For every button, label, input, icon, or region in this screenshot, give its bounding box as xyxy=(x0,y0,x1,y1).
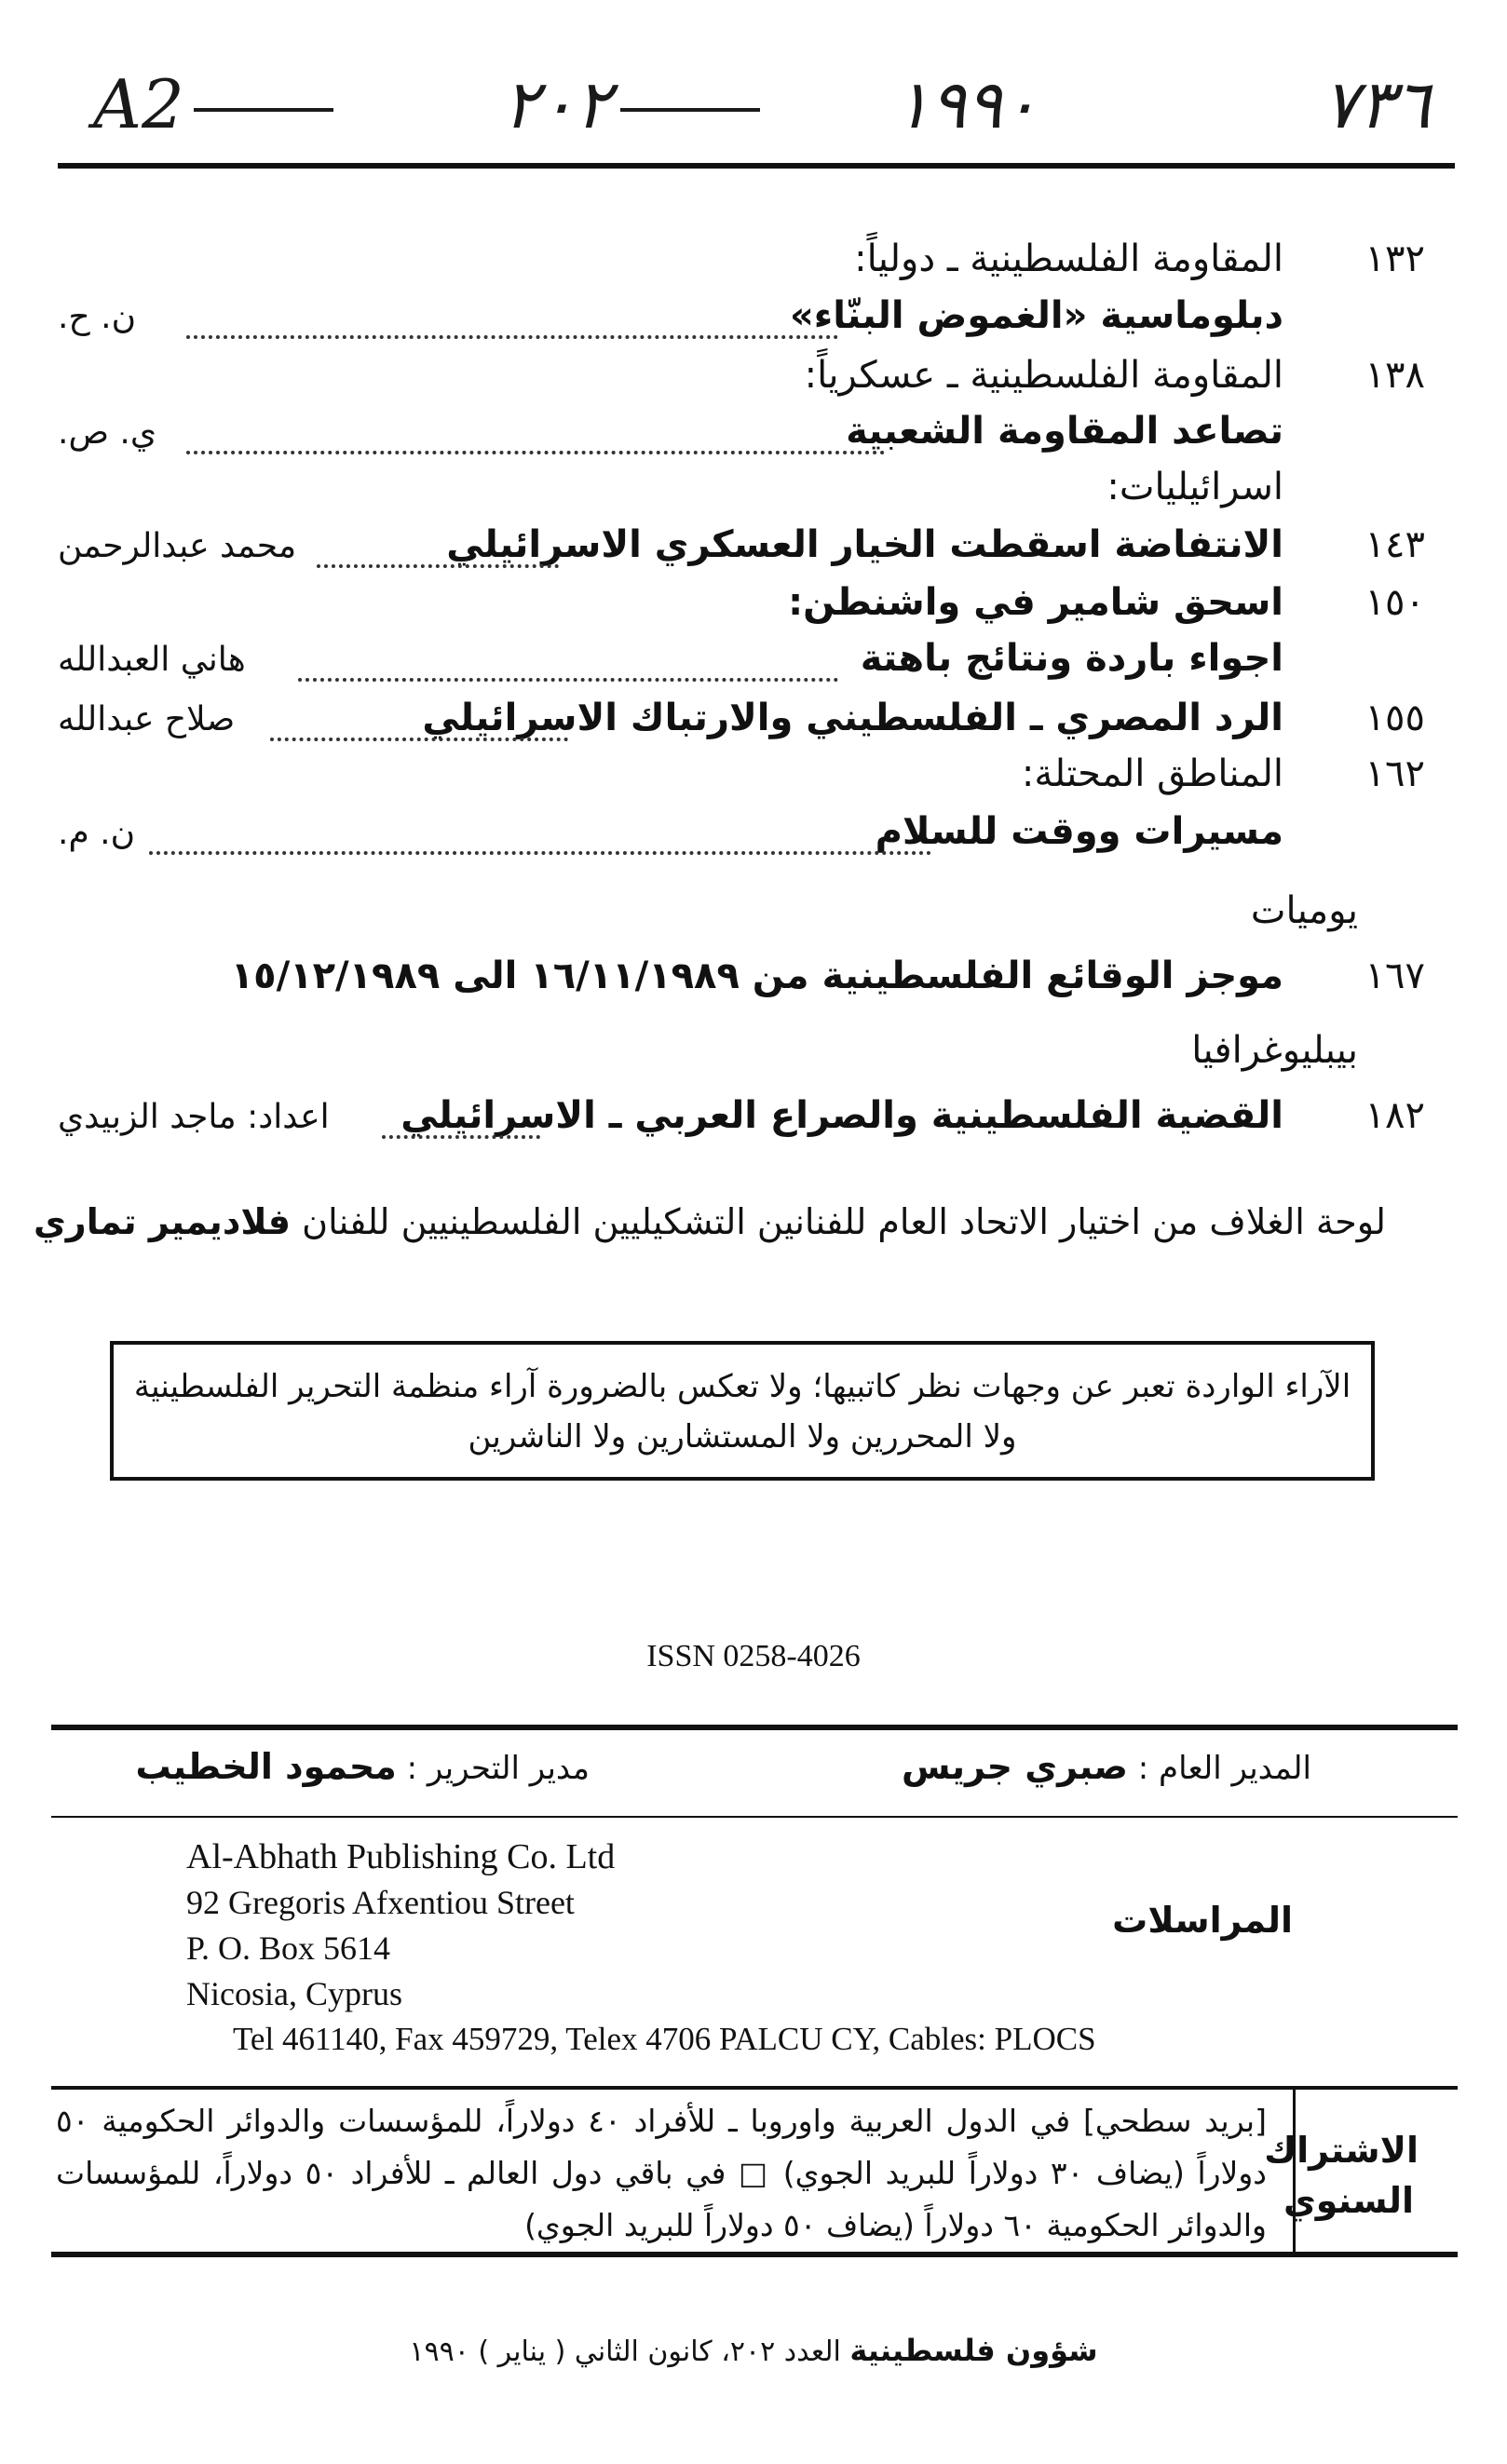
subscription-top-divider xyxy=(51,2086,1458,2090)
toc-title: تصاعد المقاومة الشعبية xyxy=(846,410,1283,453)
toc-author: ن. م. xyxy=(58,814,136,852)
toc-author: صلاح عبدالله xyxy=(58,700,236,738)
section-heading-bibliography: بيبليوغرافيا xyxy=(1191,1029,1358,1072)
handwritten-page-number: ٧٣٦ xyxy=(1323,65,1432,143)
leader-dots xyxy=(317,527,559,568)
toc-row xyxy=(0,523,1507,579)
toc-row xyxy=(0,637,1507,693)
toc-row xyxy=(0,954,1507,1010)
top-divider xyxy=(58,163,1455,169)
address-line: 92 Gregoris Afxentiou Street xyxy=(186,1884,575,1921)
toc-row xyxy=(0,752,1507,808)
toc-page-number: ١٥٥ xyxy=(1364,697,1425,739)
subscription-label-line: الاشتراك xyxy=(1264,2130,1419,2171)
toc-page-number: ١٥٠ xyxy=(1364,581,1425,624)
leader-dots xyxy=(149,814,931,855)
toc-row xyxy=(0,410,1507,466)
toc-row xyxy=(0,1094,1507,1150)
subscription-label-line: السنوي xyxy=(1283,2180,1415,2221)
toc-title: موجز الوقائع الفلسطينية من ١٦/١١/١٩٨٩ الى ١٥/١٢/١٩٨٩ xyxy=(230,954,1283,997)
toc-page-number: ١٣٨ xyxy=(1364,354,1425,397)
subscription-rates: [بريد سطحي] في الدول العربية واوروبا ـ للأفراد ٤٠ دولاراً، للمؤسسات والدوائر الحكومية ٥٠ دولاراً (يضاف ٣٠ دولاراً للبريد الجوي) □ في باقي دول العالم ـ للأفراد ٥٠ دولاراً، للمؤسسات والدوائر الحكومية ٦٠ دولاراً (يضاف ٥٠ دولاراً للبريد الجوي) xyxy=(56,2103,1267,2243)
toc-row xyxy=(0,581,1507,637)
leader-dots xyxy=(270,700,568,741)
subscription-bottom-divider xyxy=(51,2252,1458,2257)
masthead-top-divider xyxy=(51,1725,1458,1730)
toc-row xyxy=(0,810,1507,866)
toc-row xyxy=(0,237,1507,293)
journal-name: شؤون فلسطينية xyxy=(849,2333,1098,2368)
toc-row xyxy=(0,466,1507,521)
disclaimer-line: ولا المحررين ولا المستشارين ولا الناشرين xyxy=(468,1418,1017,1455)
issue-info: العدد ٢٠٢، كانون الثاني ( يناير ) ١٩٩٠ xyxy=(409,2335,841,2368)
editor-label: مدير التحرير : xyxy=(406,1750,590,1787)
contact-line: Tel 461140, Fax 459729, Telex 4706 PALCU CY, Cables: PLOCS xyxy=(233,2021,1096,2057)
publisher-address xyxy=(186,1834,615,2017)
publisher-name: Al-Abhath Publishing Co. Ltd xyxy=(186,1837,616,1876)
toc-row xyxy=(0,697,1507,752)
handwritten-tag: A2 xyxy=(93,65,333,143)
toc-author: هاني العبدالله xyxy=(58,641,246,679)
toc-title: دبلوماسية «الغموض البنّاء» xyxy=(789,294,1283,337)
toc-title: المقاومة الفلسطينية ـ عسكرياً: xyxy=(804,354,1283,397)
toc-title: الانتفاضة اسقطت الخيار العسكري الاسرائيلي xyxy=(446,523,1283,566)
general-manager xyxy=(902,1746,1311,1787)
general-manager-label: المدير العام : xyxy=(1137,1750,1311,1787)
toc-page-number: ١٦٧ xyxy=(1364,954,1425,997)
toc-title: اجواء باردة ونتائج باهتة xyxy=(860,637,1283,680)
toc-title: الرد المصري ـ الفلسطيني والارتباك الاسرائيلي xyxy=(422,697,1283,739)
page-footer xyxy=(0,2333,1507,2368)
toc-title: المناطق المحتلة: xyxy=(1021,752,1283,795)
address-line: Nicosia, Cyprus xyxy=(186,1975,402,2012)
issn-number: ISSN 0258-4026 xyxy=(646,1639,861,1673)
toc-row xyxy=(0,294,1507,350)
leader-dots xyxy=(186,298,838,339)
leader-dots xyxy=(382,1098,540,1139)
leader-dots xyxy=(298,641,838,682)
disclaimer-line: الآراء الواردة تعبر عن وجهات نظر كاتبيها؛ ولا تعكس بالضرورة آراء منظمة التحرير الفلسطينية xyxy=(133,1368,1351,1405)
section-heading-diary: يوميات xyxy=(1250,889,1358,932)
address-line: P. O. Box 5614 xyxy=(186,1929,391,1967)
toc-author: محمد عبدالرحمن xyxy=(58,527,297,565)
leader-dots xyxy=(186,413,885,454)
handwritten-issue-number: ٢٠٢ xyxy=(503,65,760,143)
toc-title: القضية الفلسطينية والصراع العربي ـ الاسرائيلي xyxy=(401,1094,1283,1137)
masthead-divider xyxy=(51,1816,1458,1818)
cover-artist-name: فلاديمير تماري xyxy=(33,1201,292,1242)
editor-name: محمود الخطيب xyxy=(135,1746,397,1787)
toc-page-number: ١٦٢ xyxy=(1364,752,1425,795)
toc-page-number: ١٤٣ xyxy=(1364,523,1425,566)
toc-author: ن. ح. xyxy=(58,298,137,336)
toc-page-number: ١٣٢ xyxy=(1364,237,1425,280)
toc-row xyxy=(0,354,1507,410)
cover-art-note: لوحة الغلاف من اختيار الاتحاد العام للفنانين التشكيليين الفلسطينيين للفنان فلاديمير تماري xyxy=(33,1201,1386,1242)
toc-title: اسرائيليات: xyxy=(1106,466,1283,508)
toc-author: اعداد: ماجد الزبيدي xyxy=(58,1098,330,1136)
toc-title: مسيرات ووقت للسلام xyxy=(875,810,1283,853)
general-manager-name: صبري جريس xyxy=(902,1746,1128,1787)
toc-page-number: ١٨٢ xyxy=(1364,1094,1425,1137)
editor-in-chief xyxy=(135,1746,590,1787)
disclaimer-box xyxy=(110,1341,1375,1481)
toc-author: ي. ص. xyxy=(58,413,157,452)
toc-title: اسحق شامير في واشنطن: xyxy=(788,581,1283,624)
subscription-label xyxy=(1264,2125,1419,2226)
toc-title: المقاومة الفلسطينية ـ دولياً: xyxy=(854,237,1283,280)
correspondence-label: المراسلات xyxy=(1112,1900,1293,1941)
handwritten-year: ١٩٩٠ xyxy=(894,65,1039,143)
